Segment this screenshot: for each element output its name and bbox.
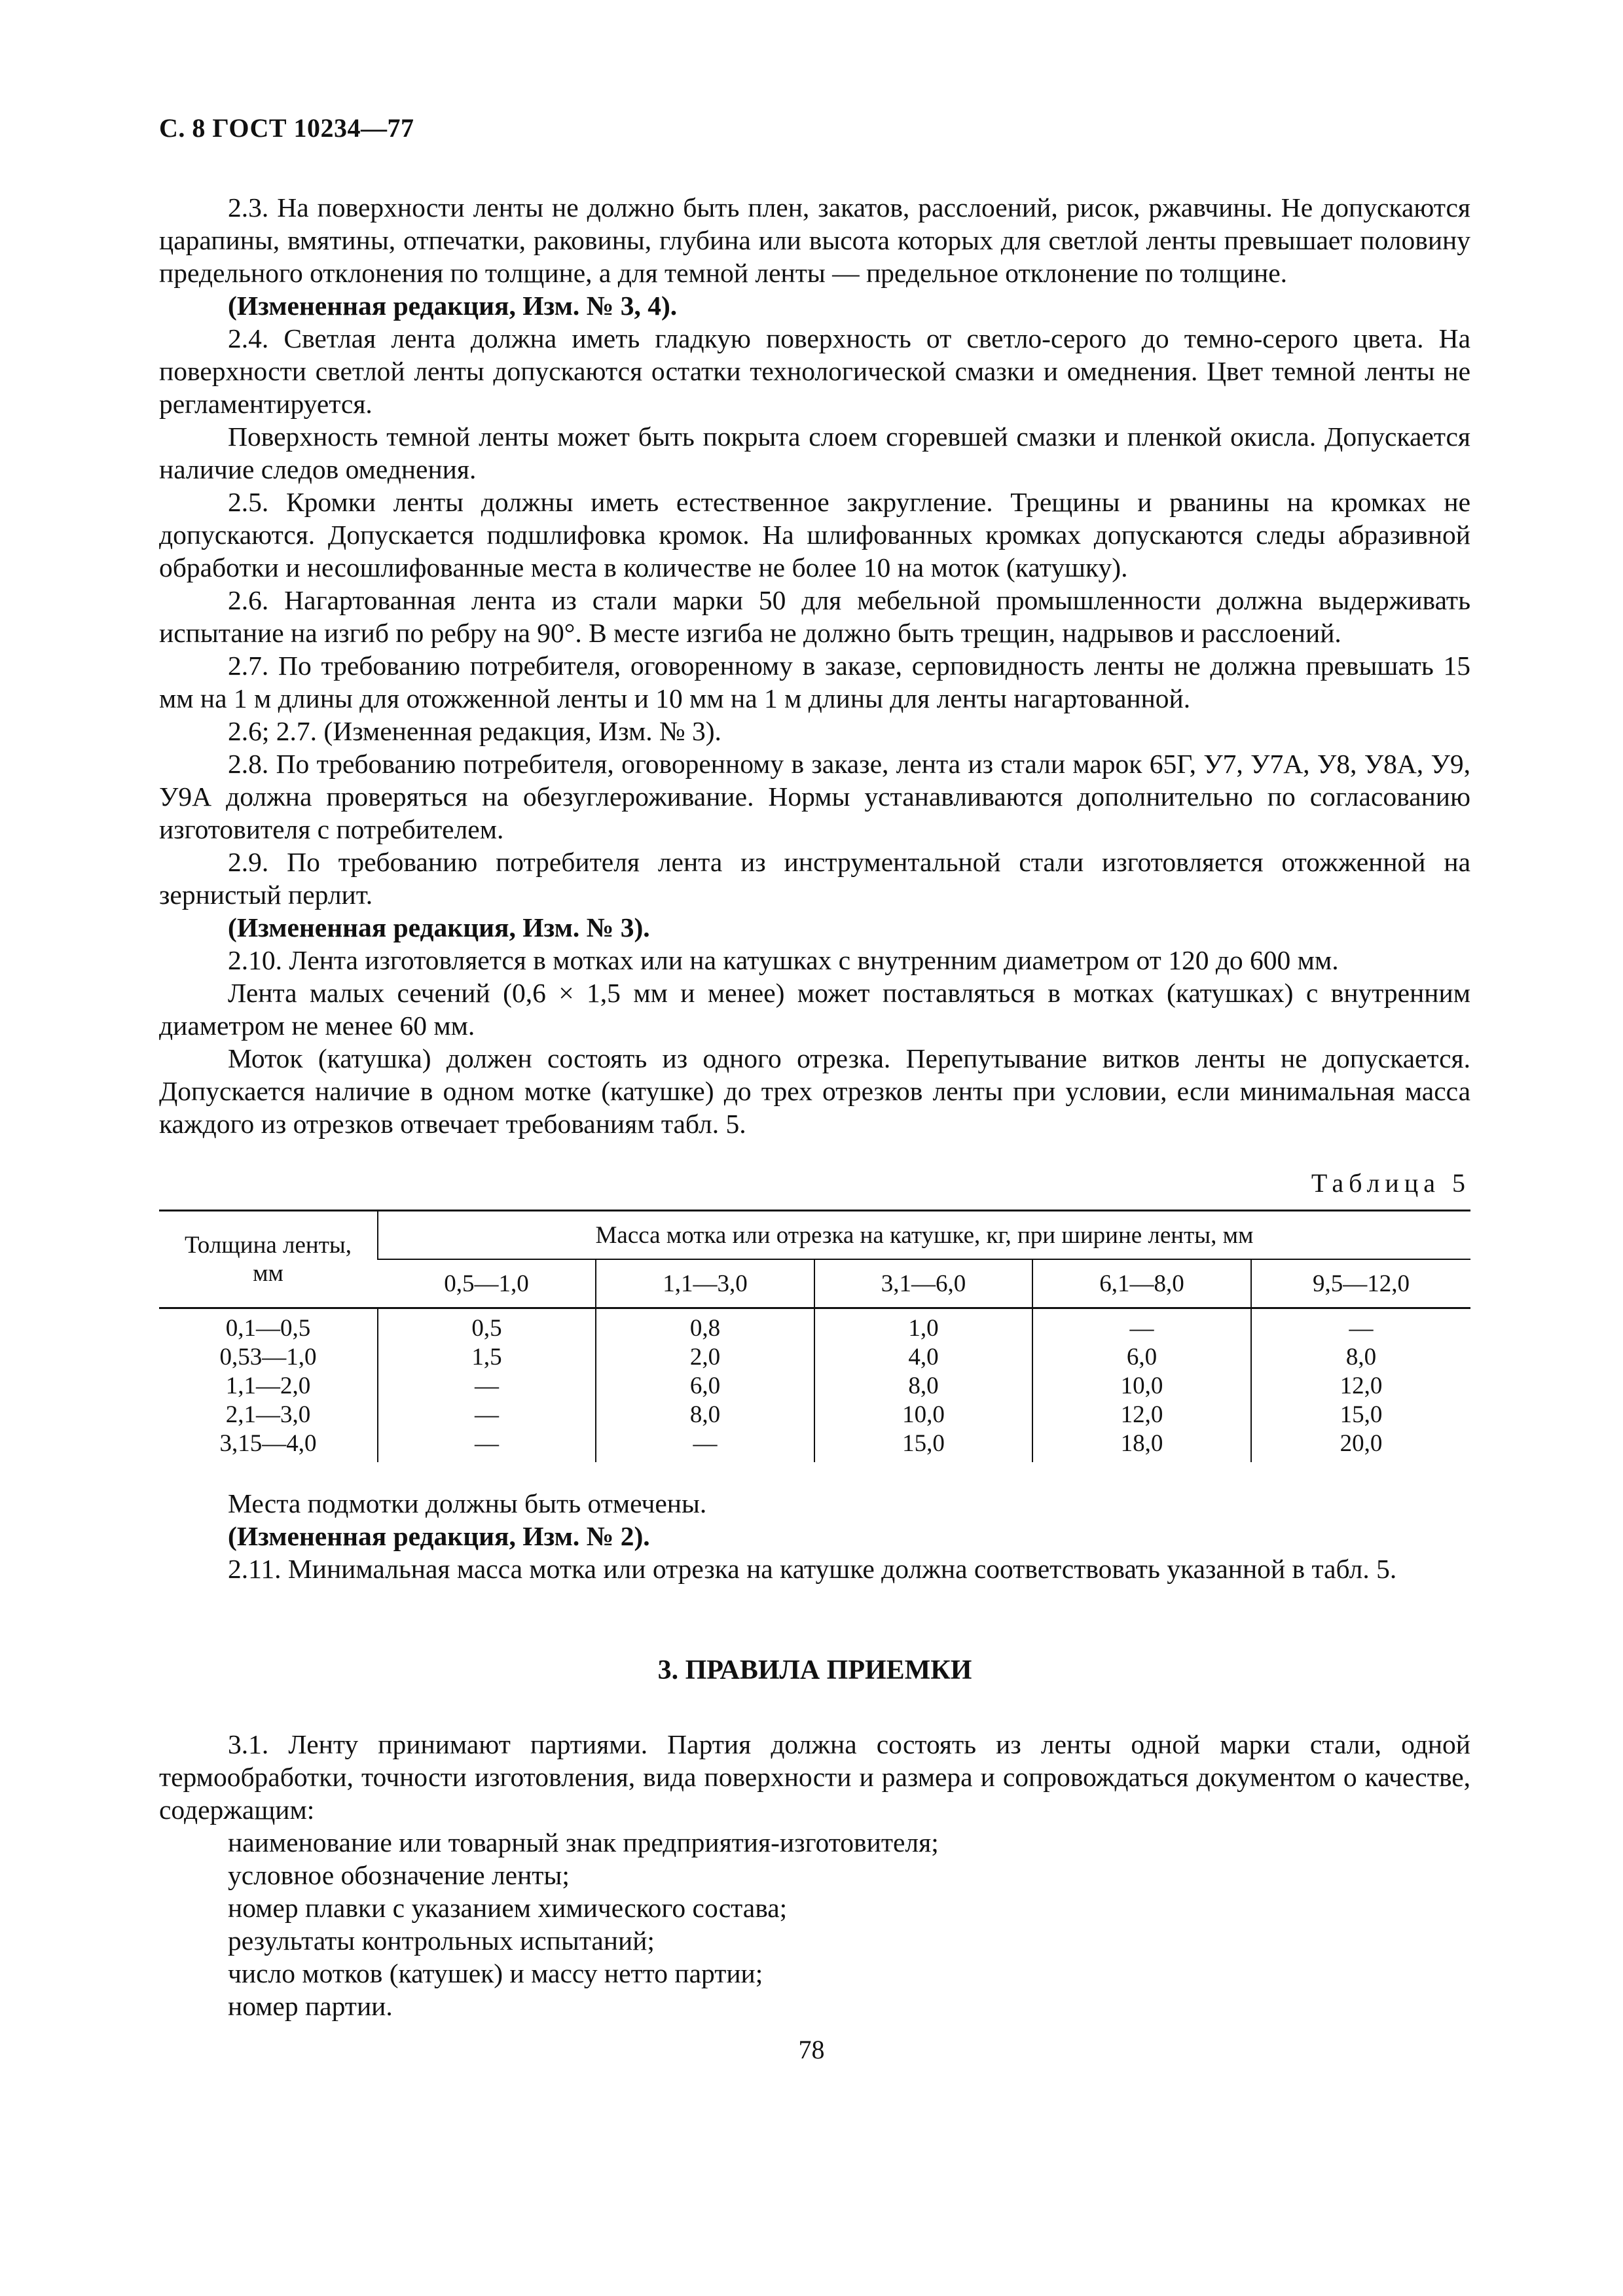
thickness-cell: 0,1—0,5 (225, 1315, 311, 1342)
paragraph: 2.8. По требованию потребителя, оговоренному в заказе, лента из стали марок 65Г, У7, У7А, У8, У8А, У9, У9А должна проверяться на обезуглероживание. Нормы устанавливаются дополнительно по согласованию изготовителя с потребителем. (159, 749, 1470, 844)
table-row (159, 1429, 1470, 1462)
mass-cell: — (378, 1429, 596, 1462)
width-header: 9,5—12,0 (1251, 1259, 1470, 1308)
mass-cell: 15,0 (1251, 1401, 1470, 1429)
mass-cell: 12,0 (1251, 1372, 1470, 1401)
mass-cell: 12,0 (1032, 1401, 1251, 1429)
paragraph: 2.6. Нагартованная лента из стали марки 50 для мебельной промышленности должна выдерживать испытание на изгиб по ребру на 90°. В месте изгиба не должно быть трещин, надрывов и расслоений. (159, 585, 1470, 648)
section-2-body-bottom (159, 1487, 1470, 1585)
paragraph: Поверхность темной ленты может быть покрыта слоем сгоревшей смазки и пленкой окисла. Допускается наличие следов омеднения. (159, 422, 1470, 484)
mass-cell: 15,0 (814, 1429, 1032, 1462)
mass-cell: 18,0 (1032, 1429, 1251, 1462)
mass-cell: 8,0 (596, 1401, 814, 1429)
paragraph: Места подмотки должны быть отмечены. (228, 1488, 707, 1518)
thickness-cell: 2,1—3,0 (225, 1401, 311, 1428)
thickness-header: Толщина ленты, мм (184, 1232, 352, 1287)
mass-cell: 4,0 (814, 1343, 1032, 1372)
paragraph: 2.3. На поверхности ленты не должно быть плен, закатов, расслоений, рисок, ржавчины. Не допускаются царапины, вмятины, отпечатки, раковины, глубина или высота которых для светлой ленты превышает половину предельного отклонения по толщине, а для темной ленты — предельное отклонение по толщине. (159, 192, 1470, 288)
page-number: 78 (798, 2035, 825, 2064)
thickness-cell: 1,1—2,0 (225, 1372, 311, 1399)
table-5 (159, 1210, 1470, 1462)
list-item: результаты контрольных испытаний; (228, 1926, 655, 1956)
mass-cell: 2,0 (596, 1343, 814, 1372)
mass-cell: 8,0 (814, 1372, 1032, 1401)
mass-cell: — (378, 1372, 596, 1401)
width-header: 3,1—6,0 (814, 1259, 1032, 1308)
paragraph: (Измененная редакция, Изм. № 2). (228, 1521, 650, 1551)
list-item: номер партии. (228, 1991, 393, 2021)
list-item: наименование или товарный знак предприятия-изготовителя; (228, 1827, 939, 1857)
mass-cell: — (378, 1401, 596, 1429)
table-row (159, 1308, 1470, 1344)
mass-cell: — (1032, 1308, 1251, 1344)
width-header: 1,1—3,0 (596, 1259, 814, 1308)
width-header: 0,5—1,0 (444, 1270, 529, 1297)
table-row (159, 1343, 1470, 1372)
list-item: номер плавки с указанием химического состава; (228, 1893, 788, 1923)
mass-cell: — (1251, 1308, 1470, 1344)
paragraph: 2.10. Лента изготовляется в мотках или на катушках с внутренним диаметром от 120 до 600 мм. (228, 945, 1339, 975)
paragraph: 3.1. Ленту принимают партиями. Партия должна состоять из ленты одной марки стали, одной термообработки, точности изготовления, вида поверхности и размера и сопровождаться документом о качестве, содержащим: (159, 1729, 1470, 1825)
section-3-title: 3. ПРАВИЛА ПРИЕМКИ (657, 1655, 972, 1685)
paragraph: 2.4. Светлая лента должна иметь гладкую поверхность от светло-серого до темно-серого цвета. На поверхности светлой ленты допускаются остатки технологической смазки и омеднения. Цвет темной ленты не регламентируется. (159, 323, 1470, 419)
page-header: С. 8 ГОСТ 10234—77 (159, 113, 414, 143)
list-item: число мотков (катушек) и массу нетто партии; (228, 1958, 763, 1988)
paragraph: Моток (катушка) должен состоять из одного отрезка. Перепутывание витков ленты не допускается. Допускается наличие в одном мотке (катушке) до трех отрезков ленты при условии, если минимальная масса каждого из отрезков отвечает требованиям табл. 5. (159, 1043, 1470, 1139)
paragraph: Лента малых сечений (0,6 × 1,5 мм и менее) может поставляться в мотках (катушках) с внутренним диаметром не менее 60 мм. (159, 978, 1470, 1041)
table-caption: Таблица 5 (1311, 1168, 1470, 1198)
mass-cell: 10,0 (814, 1401, 1032, 1429)
paragraph: 2.5. Кромки ленты должны иметь естественное закругление. Трещины и рванины на кромках не допускаются. Допускается подшлифовка кромок. На шлифованных кромках допускаются следы абразивной обработки и несошлифованные места в количестве не более 10 на моток (катушку). (159, 487, 1470, 583)
width-header: 6,1—8,0 (1032, 1259, 1251, 1308)
mass-cell: 0,8 (596, 1308, 814, 1344)
paragraph: 2.11. Минимальная масса мотка или отрезка на катушке должна соответствовать указанной в табл. 5. (228, 1554, 1397, 1584)
mass-group-header: Масса мотка или отрезка на катушке, кг, при ширине ленты, мм (378, 1211, 1470, 1260)
mass-cell: 10,0 (1032, 1372, 1251, 1401)
table-row (159, 1372, 1470, 1401)
mass-cell: 20,0 (1251, 1429, 1470, 1462)
mass-cell: 6,0 (596, 1372, 814, 1401)
paragraph: (Измененная редакция, Изм. № 3). (228, 912, 650, 942)
paragraph: 2.7. По требованию потребителя, оговоренному в заказе, серповидность ленты не должна превышать 15 мм на 1 м длины для отожженной ленты и 10 мм на 1 м длины для ленты нагартованной. (159, 651, 1470, 713)
mass-cell: 8,0 (1251, 1343, 1470, 1372)
mass-cell: 1,5 (378, 1343, 596, 1372)
section-3-body (159, 1728, 1470, 2022)
mass-cell: 1,0 (814, 1308, 1032, 1344)
section-2-body-top (159, 191, 1470, 1140)
list-item: условное обозначение ленты; (228, 1860, 570, 1890)
paragraph: 2.9. По требованию потребителя лента из инструментальной стали изготовляется отожженной на зернистый перлит. (159, 847, 1470, 910)
mass-cell: 0,5 (378, 1308, 596, 1344)
thickness-cell: 0,53—1,0 (219, 1344, 317, 1371)
mass-cell: 6,0 (1032, 1343, 1251, 1372)
paragraph: (Измененная редакция, Изм. № 3, 4). (228, 291, 678, 321)
mass-cell: — (596, 1429, 814, 1462)
table-row (159, 1401, 1470, 1429)
paragraph: 2.6; 2.7. (Измененная редакция, Изм. № 3). (228, 716, 721, 746)
thickness-cell: 3,15—4,0 (219, 1430, 317, 1457)
